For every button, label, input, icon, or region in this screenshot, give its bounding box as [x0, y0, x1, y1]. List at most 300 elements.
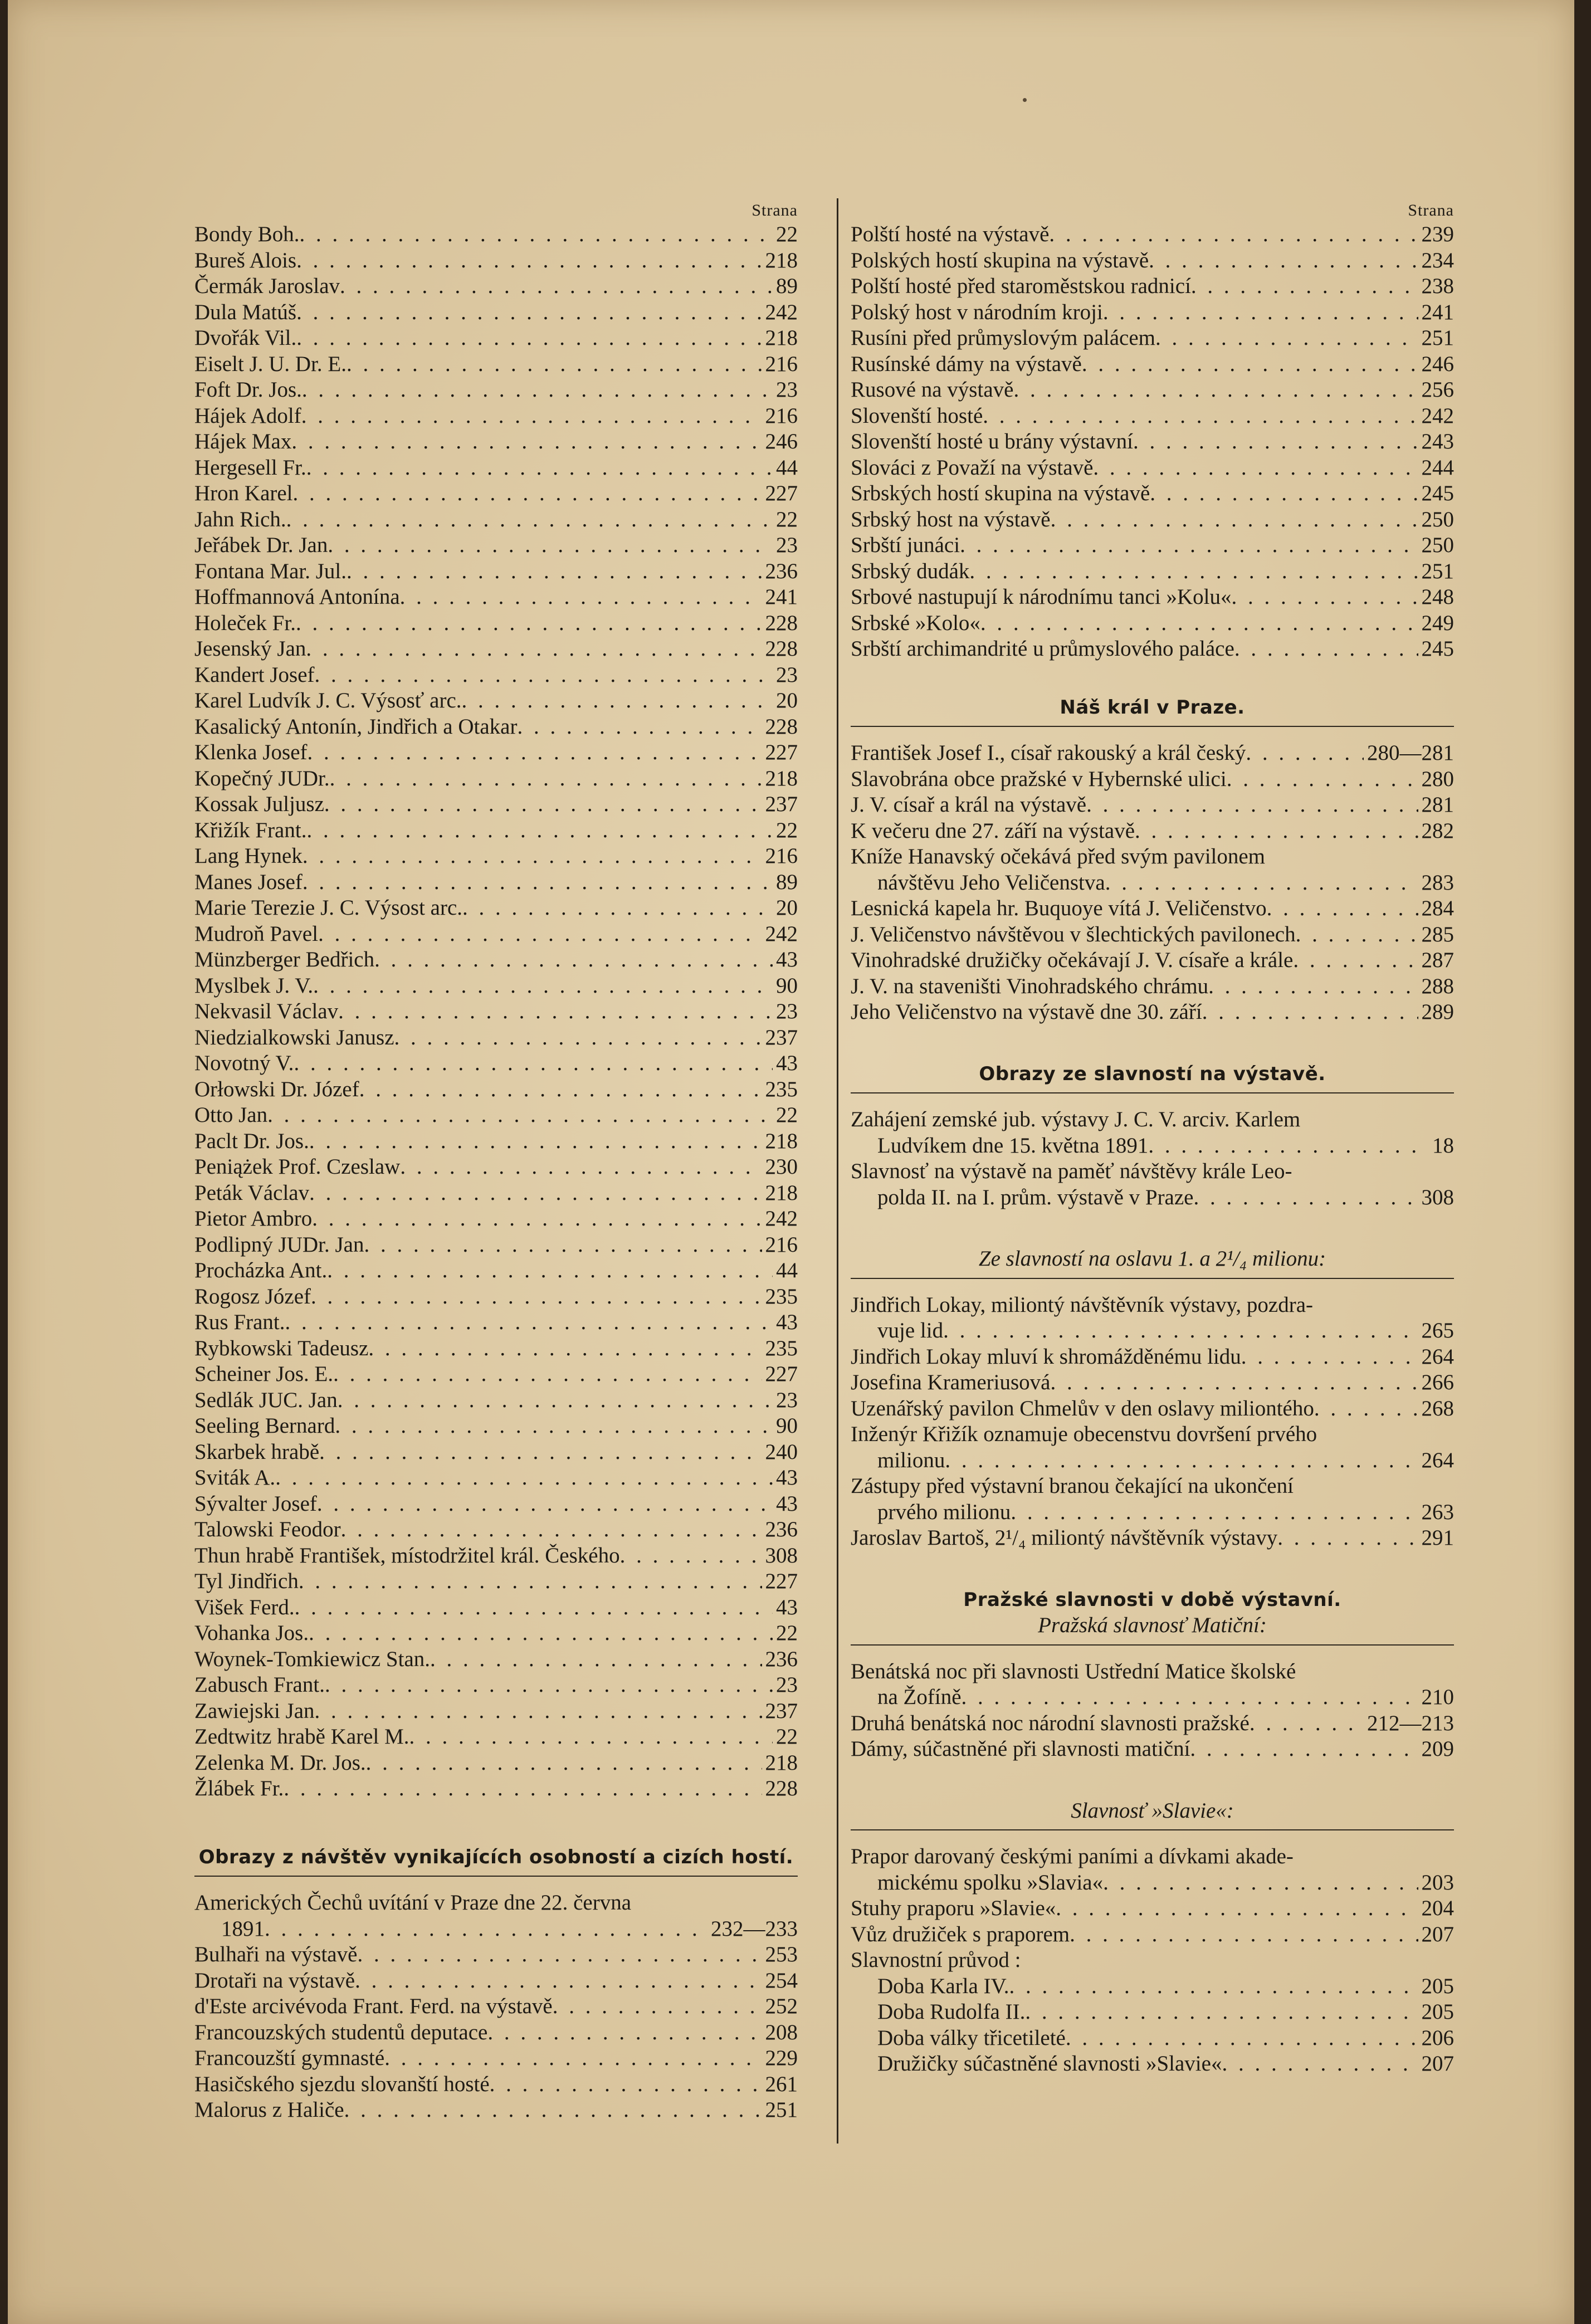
entry-name: Jindřich Lokay mluví k shromážděnému lidu	[851, 1344, 1241, 1369]
leader-dots	[346, 559, 762, 585]
entry-name: Bondy Boh.	[194, 222, 300, 246]
entry-name: Malorus z Haliče	[194, 2098, 344, 2122]
entry-page: 216	[765, 844, 798, 868]
entry-page: 43	[776, 1595, 798, 1619]
index-entry	[851, 896, 1454, 922]
entry-page: 240	[765, 1439, 798, 1464]
entry-name: Foft Dr. Jos.	[194, 378, 302, 402]
entry-page: 23	[776, 533, 798, 557]
entry-page: 23	[776, 662, 798, 687]
index-entry	[194, 481, 798, 507]
entry-page: 287	[1421, 948, 1454, 972]
entry-name: Podlipný JUDr. Jan	[194, 1232, 364, 1257]
index-entry	[194, 1206, 798, 1232]
guests-list	[851, 222, 1454, 662]
leader-dots	[1025, 1999, 1418, 2025]
leader-dots	[1234, 636, 1418, 662]
entry-page: 89	[776, 274, 798, 298]
entry-page: 44	[776, 1258, 798, 1282]
entry-name: Polských hostí skupina na výstavě	[851, 248, 1149, 272]
leader-dots	[462, 688, 773, 714]
entry-page: 228	[765, 637, 798, 661]
entry-name: Sviták A.	[194, 1466, 276, 1490]
entry-name: Jahn Rich.	[194, 507, 286, 531]
entry-page: 239	[1421, 222, 1454, 246]
index-entry	[194, 1284, 798, 1310]
index-entry	[851, 2025, 1454, 2052]
entry-name: Mudroň Pavel	[194, 921, 319, 946]
leader-dots	[960, 533, 1418, 559]
entry-name: Amerických Čechů uvítání v Praze dne 22. června	[194, 1891, 632, 1915]
entry-name: Drotaři na výstavě	[194, 1968, 355, 1993]
index-entry	[194, 1361, 798, 1388]
entry-page: 237	[765, 1025, 798, 1049]
leader-dots	[302, 870, 773, 896]
entry-page: 242	[765, 921, 798, 946]
index-entry	[851, 1974, 1454, 2000]
entry-name: Doba Karla IV.	[877, 1974, 1009, 1998]
entry-page: 43	[776, 1310, 798, 1334]
entry-page: 229	[765, 2046, 798, 2070]
entry-name: Seeling Bernard	[194, 1414, 335, 1438]
entry-page: 288	[1421, 974, 1454, 998]
leader-dots	[275, 1465, 773, 1491]
person-index-list	[194, 222, 798, 1802]
entry-name: Fontana Mar. Jul.	[194, 559, 346, 583]
index-entry	[194, 1129, 798, 1155]
index-entry	[851, 1473, 1454, 1525]
entry-name: Slavobrána obce pražské v Hybernské ulici	[851, 766, 1227, 791]
entry-page: 228	[765, 714, 798, 739]
leader-dots	[1009, 1974, 1418, 2000]
entry-page: 246	[1421, 351, 1454, 376]
leader-dots	[301, 403, 762, 429]
index-entry	[194, 740, 798, 766]
entry-name: Srbský dudák	[851, 559, 970, 583]
page-speck	[1023, 98, 1027, 102]
leader-dots	[943, 1318, 1418, 1344]
entry-page: 251	[765, 2098, 798, 2122]
entry-page: 261	[765, 2072, 798, 2096]
king-list	[851, 740, 1454, 844]
index-entry	[194, 1465, 798, 1491]
leader-dots	[430, 1647, 762, 1673]
entry-page: 244	[1421, 455, 1454, 480]
entry-page: 43	[776, 1051, 798, 1075]
entry-name: Srbští archimandrité u průmyslového paláce	[851, 637, 1234, 661]
entry-page: 235	[765, 1077, 798, 1101]
entry-page: 280	[1421, 766, 1454, 791]
index-entry	[851, 1736, 1454, 1762]
leader-dots	[1050, 1370, 1418, 1396]
entry-name: K večeru dne 27. září na výstavě	[851, 818, 1135, 843]
entry-page: 281	[1421, 793, 1454, 817]
entry-name: Marie Terezie J. C. Výsost arc.	[194, 896, 463, 920]
entry-page: 249	[1421, 611, 1454, 635]
entry-page: 43	[776, 1466, 798, 1490]
entry-name: Zawiejski Jan	[194, 1698, 315, 1723]
index-entry	[194, 1968, 798, 1994]
entry-page: 285	[1421, 922, 1454, 946]
entry-page: 23	[776, 378, 798, 402]
entry-page: 237	[765, 1698, 798, 1723]
index-entry	[194, 636, 798, 662]
index-entry	[851, 636, 1454, 662]
index-entry	[851, 1344, 1454, 1370]
leader-dots	[962, 1685, 1418, 1711]
index-entry	[851, 559, 1454, 585]
index-entry	[194, 248, 798, 274]
index-entry	[194, 1620, 798, 1647]
entry-name: Jindřich Lokay, miliontý návštěvník výstavy, pozdra-	[851, 1292, 1314, 1317]
entry-name: Družičky súčastněné slavnosti »Slavie«	[877, 2052, 1222, 2076]
entry-name: Francouzských studentů deputace	[194, 2020, 488, 2044]
index-entry	[194, 921, 798, 948]
index-entry	[194, 1942, 798, 1968]
index-entry	[851, 740, 1454, 766]
leader-dots	[315, 662, 773, 689]
entry-name: Višek Ferd.	[194, 1595, 295, 1619]
leader-dots	[330, 766, 762, 792]
right-column	[851, 199, 1454, 2077]
entry-name: Slovenští hosté	[851, 403, 983, 428]
leader-dots	[355, 1968, 762, 1994]
index-entry	[194, 1724, 798, 1750]
entry-page: 283	[1421, 870, 1454, 895]
index-entry	[194, 1051, 798, 1077]
index-entry	[851, 481, 1454, 507]
index-entry	[194, 222, 798, 248]
entry-name: Talowski Feodor	[194, 1517, 341, 1541]
entry-name: Holeček Fr.	[194, 611, 296, 635]
entry-name: Dámy, súčastněné při slavnosti matiční	[851, 1737, 1190, 1761]
leader-dots	[309, 1180, 762, 1207]
entry-page: 22	[776, 1103, 798, 1127]
entry-name: Srbských hostí skupina na výstavě	[851, 481, 1150, 505]
leader-dots	[284, 1776, 762, 1802]
index-entry	[851, 974, 1454, 1000]
index-entry	[851, 403, 1454, 429]
entry-name-cont: prvého milionu	[877, 1500, 1011, 1524]
entry-name: Rusínské dámy na výstavě	[851, 351, 1082, 376]
index-entry	[851, 766, 1454, 793]
leader-dots	[308, 740, 762, 766]
entry-page: 216	[765, 1232, 798, 1257]
index-entry	[194, 377, 798, 403]
leader-dots	[364, 1232, 762, 1258]
entry-name: J. Veličenstvo návštěvou v šlechtických pavilonech	[851, 922, 1296, 946]
leader-dots	[306, 636, 762, 662]
entry-page: 291	[1421, 1526, 1454, 1550]
index-entry	[194, 274, 798, 300]
leader-dots	[302, 843, 762, 870]
entry-page: 245	[1421, 637, 1454, 661]
leader-dots	[265, 1916, 707, 1942]
index-entry	[194, 870, 798, 896]
leader-dots	[1232, 584, 1418, 611]
index-entry	[851, 248, 1454, 274]
entry-name: Vinohradské družičky očekávají J. V. císaře a krále	[851, 948, 1294, 972]
index-entry	[194, 792, 798, 818]
index-entry	[194, 2097, 798, 2123]
entry-page: 22	[776, 1725, 798, 1749]
entry-page: 218	[765, 1129, 798, 1153]
index-entry	[851, 222, 1454, 248]
index-entry	[851, 300, 1454, 326]
index-entry	[851, 377, 1454, 403]
entry-page: 20	[776, 896, 798, 920]
entry-page: 90	[776, 973, 798, 998]
index-entry	[851, 1159, 1454, 1210]
leader-dots	[1191, 274, 1418, 300]
entry-name: Polští hosté před staroměstskou radnicí	[851, 274, 1191, 298]
entry-page: 308	[1421, 1185, 1454, 1209]
leader-dots	[553, 1994, 762, 2020]
index-entry	[851, 1999, 1454, 2025]
index-entry	[194, 1413, 798, 1439]
leader-dots	[300, 222, 773, 248]
index-entry	[194, 1232, 798, 1258]
index-entry	[194, 1336, 798, 1362]
index-entry	[851, 351, 1454, 378]
index-entry	[851, 1370, 1454, 1396]
entry-page: 268	[1421, 1396, 1454, 1420]
leader-dots	[368, 1336, 762, 1362]
entry-page: 253	[765, 1942, 798, 1966]
entry-name: Zahájení zemské jub. výstavy J. C. V. arciv. Karlem	[851, 1107, 1301, 1131]
leader-dots	[366, 1750, 762, 1776]
index-entry	[194, 1077, 798, 1103]
entry-name: Čermák Jaroslav	[194, 274, 340, 298]
index-entry	[851, 1659, 1454, 1711]
index-entry	[851, 1922, 1454, 1948]
entry-page: 264	[1421, 1344, 1454, 1369]
procession-list	[851, 1974, 1454, 2077]
leader-dots	[409, 1724, 773, 1750]
leader-dots	[309, 1129, 762, 1155]
entry-page: 242	[1421, 403, 1454, 428]
index-entry	[194, 1890, 798, 1942]
index-entry	[851, 507, 1454, 533]
entry-name: Srbské »Kolo«	[851, 611, 980, 635]
leader-dots	[359, 1077, 762, 1103]
entry-name: Kopečný JUDr.	[194, 766, 330, 790]
index-entry	[851, 455, 1454, 481]
entry-name: Münzberger Bedřich	[194, 948, 375, 971]
leader-dots	[620, 1543, 762, 1569]
leader-dots	[1051, 507, 1418, 533]
entry-page: 265	[1421, 1319, 1454, 1342]
entry-page: 254	[765, 1968, 798, 1993]
entry-name: Klenka Josef	[194, 740, 308, 764]
leader-dots	[1202, 999, 1418, 1026]
entry-name-cont: polda II. na I. prům. výstavě v Praze	[877, 1185, 1194, 1209]
entry-page: 236	[765, 1517, 798, 1541]
leader-dots	[293, 481, 762, 507]
entry-name: Dvořák Vil.	[194, 326, 297, 350]
entry-name: Hájek Max	[194, 429, 292, 453]
leader-dots	[328, 533, 773, 559]
entry-page: 280—281	[1367, 741, 1454, 765]
leader-dots	[983, 403, 1418, 429]
entry-name: Otto Jan	[194, 1103, 268, 1127]
entry-page: 234	[1421, 248, 1454, 272]
entry-page: 235	[765, 1336, 798, 1360]
entry-page: 218	[765, 326, 798, 350]
index-entry	[194, 1102, 798, 1129]
leader-dots	[374, 947, 773, 973]
leader-dots	[400, 584, 762, 611]
entry-name-cont: mickému spolku »Slavia«	[877, 1870, 1104, 1895]
entry-name: Vohanka Jos.	[194, 1621, 309, 1645]
leader-dots	[1011, 1500, 1418, 1526]
leader-dots	[1149, 248, 1418, 274]
section-title-celebrations: Obrazy ze slavností na výstavě.	[979, 1062, 1326, 1085]
entry-page: 203	[1421, 1870, 1454, 1895]
entry-name: Pietor Ambro	[194, 1207, 313, 1231]
index-entry	[194, 818, 798, 844]
index-entry	[194, 973, 798, 999]
index-entry	[194, 1025, 798, 1051]
entry-page: 227	[765, 481, 798, 505]
index-entry	[851, 999, 1454, 1026]
index-entry	[194, 1310, 798, 1336]
entry-page: 23	[776, 1388, 798, 1412]
leader-dots	[1093, 455, 1418, 481]
index-entry	[851, 1107, 1454, 1159]
leader-dots	[324, 792, 762, 818]
entry-name: Slováci z Považí na výstavě	[851, 455, 1094, 480]
entry-page: 44	[776, 455, 798, 480]
entry-name: Sývalter Josef	[194, 1491, 317, 1516]
entry-name: Rus Frant.	[194, 1310, 285, 1334]
leader-dots	[335, 1413, 773, 1439]
entry-name: Josefina Krameriusová	[851, 1370, 1051, 1394]
entry-page: 251	[1421, 326, 1454, 350]
index-entry	[851, 611, 1454, 637]
page-column-header: Strana	[751, 201, 798, 219]
leader-dots	[1082, 351, 1418, 378]
index-entry	[194, 2020, 798, 2046]
index-entry	[194, 455, 798, 481]
entry-name: Dula Matúš	[194, 300, 297, 324]
leader-dots	[1150, 481, 1418, 507]
section-title-king: Náš král v Praze.	[1060, 696, 1245, 719]
leader-dots	[517, 714, 762, 740]
leader-dots	[267, 1102, 773, 1129]
index-entry	[194, 533, 798, 559]
entry-page: 236	[765, 559, 798, 583]
leader-dots	[315, 1698, 762, 1725]
entry-page: 90	[776, 1414, 798, 1438]
entry-page: 18	[1432, 1133, 1454, 1158]
entry-name: Zelenka M. Dr. Jos.	[194, 1750, 366, 1775]
index-entry	[194, 300, 798, 326]
leader-dots	[317, 1491, 773, 1517]
entry-name: Zabusch Frant.	[194, 1673, 325, 1697]
entry-page: 241	[765, 585, 798, 609]
index-entry	[194, 1595, 798, 1621]
entry-page: 246	[765, 429, 798, 453]
entry-page: 241	[1421, 300, 1454, 324]
entry-name: Nekvasil Václav	[194, 999, 339, 1023]
index-entry	[194, 1491, 798, 1517]
index-entry	[194, 1543, 798, 1569]
entry-page: 206	[1421, 2025, 1454, 2050]
entry-name-cont: milionu	[877, 1448, 945, 1472]
entry-page: 218	[765, 248, 798, 272]
entry-page: 22	[776, 1621, 798, 1645]
entry-name: Zedtwitz hrabě Karel M.	[194, 1725, 409, 1749]
entry-name: Bulhaři na výstavě	[194, 1942, 358, 1966]
column-divider	[837, 198, 838, 2144]
index-entry	[851, 818, 1454, 844]
million-list	[851, 1344, 1454, 1422]
index-entry	[194, 351, 798, 378]
index-entry	[194, 843, 798, 870]
section-rule	[851, 1092, 1454, 1093]
entry-name: Žlábek Fr.	[194, 1776, 284, 1800]
entry-page: 218	[765, 1750, 798, 1775]
leader-dots	[333, 1361, 762, 1388]
leader-dots	[394, 1025, 762, 1051]
entry-page: 228	[765, 1776, 798, 1800]
index-entry	[851, 584, 1454, 611]
leader-dots	[980, 611, 1418, 637]
leader-dots	[357, 1942, 762, 1968]
subsection-title-matice: Pražská slavnosť Matiční:	[1038, 1613, 1267, 1637]
entry-page: 22	[776, 507, 798, 531]
leader-dots	[1133, 429, 1418, 455]
index-entry	[194, 1569, 798, 1595]
entry-page: 228	[765, 611, 798, 635]
index-entry	[194, 1994, 798, 2020]
entry-name: Zástupy před výstavní branou čekající na ukončení	[851, 1474, 1294, 1498]
entry-name: Rogosz Józef	[194, 1284, 311, 1309]
leader-dots	[400, 1154, 762, 1180]
index-entry	[194, 1647, 798, 1673]
section-rule	[851, 1829, 1454, 1830]
entry-name: Hasičského sjezdu slovanští hosté	[194, 2072, 490, 2096]
entry-name: Lesnická kapela hr. Buquoye vítá J. Veličenstvo	[851, 896, 1267, 920]
entry-name: Doba války třicetileté	[877, 2025, 1066, 2050]
section-rule	[851, 726, 1454, 727]
leader-dots	[462, 895, 773, 921]
leader-dots	[1277, 1525, 1418, 1551]
entry-page: 205	[1421, 1974, 1454, 1998]
entry-name: Hergesell Fr.	[194, 455, 306, 480]
entry-name-cont: vuje lid	[877, 1319, 944, 1342]
leader-dots	[1208, 974, 1418, 1000]
leader-dots	[1066, 2025, 1418, 2052]
entry-name: Křižík Frant.	[194, 818, 307, 842]
section-rule	[851, 1644, 1454, 1646]
leader-dots	[296, 248, 762, 274]
index-entry	[194, 2072, 798, 2098]
leader-dots	[311, 1284, 762, 1310]
leader-dots	[306, 818, 773, 844]
index-entry	[194, 895, 798, 921]
entry-name: Skarbek hrabě	[194, 1439, 320, 1464]
entry-page: 264	[1421, 1448, 1454, 1472]
index-entry	[194, 1517, 798, 1543]
entry-page: 242	[765, 1207, 798, 1231]
entry-page: 263	[1421, 1500, 1454, 1524]
entry-page: 227	[765, 740, 798, 764]
entry-name: Jesenský Jan	[194, 637, 306, 661]
entry-name: Slovenští hosté u brány výstavní	[851, 429, 1133, 453]
index-entry	[194, 2045, 798, 2072]
